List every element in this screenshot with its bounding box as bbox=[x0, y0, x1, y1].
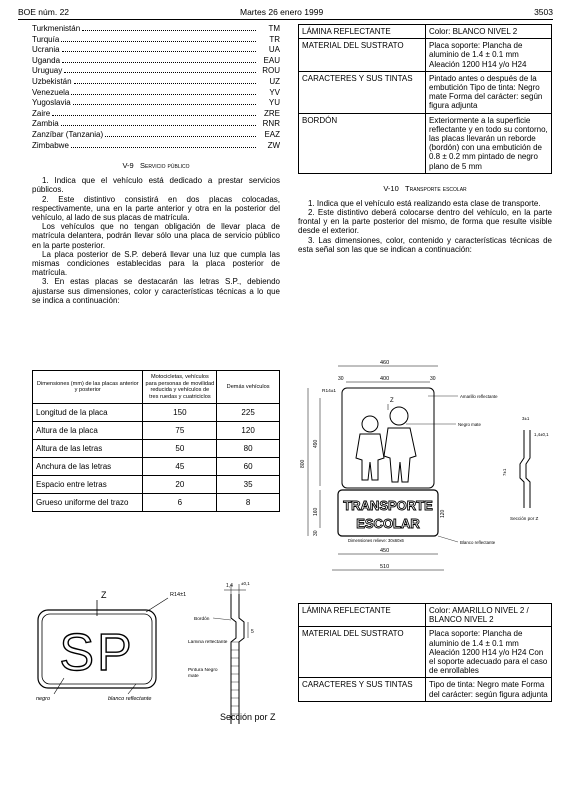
dim-30a: 30 bbox=[338, 376, 344, 382]
dim-800: 800 bbox=[300, 459, 306, 468]
z-mark: Z bbox=[101, 590, 107, 600]
children-pictogram bbox=[356, 407, 416, 482]
paragraph: 1. Indica que el vehículo está realizando esta clase de transporte. bbox=[308, 198, 541, 208]
dim-510: 510 bbox=[380, 564, 390, 570]
dim-tolerance: ±0,1 bbox=[241, 581, 250, 586]
country-item bbox=[32, 119, 280, 130]
materials-table-v9 bbox=[298, 24, 552, 174]
pintura-label-wrap bbox=[188, 668, 228, 692]
header-date: Martes 26 enero 1999 bbox=[240, 7, 324, 17]
paragraph: La placa posterior de S.P. deberá llevar una luz que cumpla las mismas condiciones establecidas para la placa posterior de matrícula. bbox=[32, 249, 280, 278]
row-label: Grueso uniforme del trazo bbox=[33, 494, 143, 512]
relieve-label: Dimensiones relieve: 30x60x6 bbox=[348, 538, 404, 543]
table-row bbox=[299, 627, 552, 678]
material-value: Exteriormente a la superficie reflectante y en todo su contorno, las placas llevarán un reborde (bordón) con una embutición de 0.8 ± 0.2 mm pintado de negro plano de 5 mm bbox=[426, 113, 552, 173]
country-item bbox=[32, 66, 280, 77]
transporte-text: TRANSPORTE bbox=[343, 498, 433, 513]
materials-table-v10-wrap bbox=[298, 603, 552, 702]
blanco-label: Blanco reflectante bbox=[460, 540, 496, 545]
child-body bbox=[384, 428, 416, 482]
section-profile bbox=[520, 430, 524, 508]
radius-label: R14±1 bbox=[322, 389, 337, 394]
leader-dots bbox=[64, 72, 256, 73]
dim-7x1-label: 7±1 bbox=[502, 468, 507, 476]
header-issue: BOE núm. 22 bbox=[18, 7, 70, 17]
country-name: Yugoslavia bbox=[32, 98, 71, 108]
right-column bbox=[298, 24, 552, 254]
section-name: Transporte escolar bbox=[405, 183, 467, 193]
material-label: CARACTERES Y SUS TINTAS bbox=[299, 678, 426, 701]
sp-letters: SP bbox=[59, 624, 135, 682]
dim-side-label: 5 bbox=[251, 629, 254, 635]
amarillo-label: Amarillo reflectante bbox=[460, 394, 498, 399]
dim-3x1-label: 3±1 bbox=[522, 416, 530, 421]
country-code: RNR bbox=[262, 119, 280, 129]
borde-leader bbox=[213, 618, 231, 620]
z-mark: Z bbox=[390, 398, 394, 404]
paragraph: 2. Este distintivo consistirá en dos placas colocadas, respectivamente, una en la parte anterior y otra en la posterior del vehículo, al lado de sus placas de matrícula. bbox=[32, 194, 280, 222]
country-item bbox=[32, 98, 280, 109]
sp-plate-figure bbox=[28, 580, 290, 730]
country-code: TR bbox=[269, 34, 280, 44]
materials-table-v10 bbox=[298, 603, 552, 702]
child-body bbox=[356, 434, 384, 480]
column-header: Dimensiones (mm) de las placas anterior y posterior bbox=[33, 371, 143, 404]
value-moto: 50 bbox=[143, 440, 217, 458]
lamina-label-wrap bbox=[188, 640, 228, 664]
leader-dots bbox=[52, 115, 256, 116]
v9-body bbox=[32, 176, 280, 305]
material-label: LÁMINA REFLECTANTE bbox=[299, 604, 426, 627]
negro-label: Negro mate bbox=[458, 422, 481, 427]
paragraph: 2. Este distintivo deberá colocarse dentro del vehículo, en la parte frontal y en la parte posterior del mismo, de forma que resulte visible desde el exterior. bbox=[298, 208, 552, 236]
country-code: ZRE bbox=[264, 108, 280, 118]
country-item bbox=[32, 45, 280, 56]
table-row bbox=[299, 25, 552, 39]
leader-dots bbox=[61, 41, 256, 42]
section-title-v10 bbox=[298, 184, 552, 193]
table-row bbox=[299, 113, 552, 173]
header-rule bbox=[18, 19, 553, 20]
child-head bbox=[362, 416, 378, 432]
leader-dots bbox=[74, 83, 256, 84]
leader-dots bbox=[82, 30, 256, 31]
transporte-escolar-figure bbox=[298, 358, 556, 588]
paragraph: 1. Indica que el vehículo está dedicado a prestar servicios públicos. bbox=[32, 176, 280, 195]
country-code: UA bbox=[268, 45, 280, 55]
country-code: UZ bbox=[269, 76, 280, 86]
value-otros: 35 bbox=[217, 476, 280, 494]
table-header-row bbox=[33, 371, 280, 404]
country-code: YV bbox=[269, 87, 280, 97]
country-item bbox=[32, 141, 280, 152]
leader-dots bbox=[71, 94, 256, 95]
section-name: Servicio público bbox=[140, 161, 190, 171]
blanco-leader bbox=[128, 684, 136, 694]
leader-dots bbox=[62, 51, 256, 52]
row-label: Anchura de las letras bbox=[33, 458, 143, 476]
table-row bbox=[299, 39, 552, 72]
country-name: Zimbabwe bbox=[32, 140, 69, 150]
plate-dimensions-table bbox=[32, 370, 280, 512]
value-moto: 75 bbox=[143, 422, 217, 440]
value-moto: 150 bbox=[143, 404, 217, 422]
country-name: Zanzíbar (Tanzania) bbox=[32, 129, 104, 139]
row-label: Altura de la placa bbox=[33, 422, 143, 440]
negro-label: negro bbox=[36, 696, 51, 702]
table-row bbox=[33, 458, 280, 476]
value-otros: 8 bbox=[217, 494, 280, 512]
section-number: V-9 bbox=[122, 161, 134, 171]
dim-120: 120 bbox=[440, 509, 446, 518]
section-profile bbox=[231, 594, 236, 724]
material-label: MATERIAL DEL SUSTRATO bbox=[299, 627, 426, 678]
section-profile bbox=[526, 430, 530, 508]
country-code: ZW bbox=[267, 140, 280, 150]
material-value: Placa soporte: Plancha de aluminio de 1.4 ± 0.1 mm Aleación 1200 H14 y/o H24 Con el soporte adecuado para el caso de enrollables bbox=[426, 627, 552, 678]
leader-dots bbox=[61, 125, 256, 126]
value-otros: 225 bbox=[217, 404, 280, 422]
v10-body bbox=[298, 199, 552, 254]
left-column bbox=[32, 24, 280, 305]
section-number: V-10 bbox=[383, 183, 399, 193]
value-moto: 45 bbox=[143, 458, 217, 476]
table-row bbox=[33, 476, 280, 494]
borde-label: Bordón bbox=[194, 617, 210, 622]
leader-dots bbox=[71, 147, 256, 148]
section-label: Sección por Z bbox=[220, 712, 276, 722]
value-moto: 6 bbox=[143, 494, 217, 512]
column-header: Demás vehículos bbox=[217, 371, 280, 404]
dim-160: 160 bbox=[313, 507, 319, 516]
leader-dots bbox=[105, 136, 256, 137]
country-item bbox=[32, 130, 280, 141]
country-name: Venezuela bbox=[32, 87, 70, 97]
radius-leader bbox=[146, 598, 168, 612]
material-value: Color: AMARILLO NIVEL 2 / BLANCO NIVEL 2 bbox=[426, 604, 552, 627]
material-value: Color: BLANCO NIVEL 2 bbox=[426, 25, 552, 39]
child-head bbox=[390, 407, 408, 425]
dim-top-label: 1,4 bbox=[226, 583, 233, 589]
material-label: CARACTERES Y SUS TINTAS bbox=[299, 71, 426, 113]
material-value: Placa soporte: Plancha de aluminio de 1.4 ± 0.1 mm Aleación 1200 H14 y/o H24 bbox=[426, 39, 552, 72]
section-hatching bbox=[231, 642, 239, 714]
material-label: BORDÓN bbox=[299, 113, 426, 173]
dim-30b: 30 bbox=[430, 376, 436, 382]
country-code: ROU bbox=[262, 66, 280, 76]
country-name: Zambia bbox=[32, 119, 59, 129]
leader-dots bbox=[73, 104, 256, 105]
country-item bbox=[32, 35, 280, 46]
country-name: Uzbekistán bbox=[32, 76, 72, 86]
dim-side-label: 1,4±0,1 bbox=[534, 432, 549, 437]
dim-460: 460 bbox=[380, 360, 390, 366]
row-label: Longitud de la placa bbox=[33, 404, 143, 422]
country-code: TM bbox=[268, 24, 280, 33]
page-header bbox=[18, 7, 553, 19]
section-profile bbox=[239, 594, 244, 724]
escolar-text: ESCOLAR bbox=[356, 516, 420, 531]
value-otros: 60 bbox=[217, 458, 280, 476]
section-label: Sección por Z bbox=[510, 516, 539, 521]
country-item bbox=[32, 24, 280, 35]
lamina-label: Lámina reflectante bbox=[188, 640, 228, 645]
country-code: YU bbox=[268, 98, 280, 108]
table-row bbox=[299, 71, 552, 113]
country-item bbox=[32, 88, 280, 99]
country-name: Zaire bbox=[32, 108, 51, 118]
value-otros: 120 bbox=[217, 422, 280, 440]
country-item bbox=[32, 56, 280, 67]
country-item bbox=[32, 109, 280, 120]
country-item bbox=[32, 77, 280, 88]
column-header: Motocicletas, vehículos para personas de movilidad reducida y vehículos de tres ruedas y cuatriciclos bbox=[143, 371, 217, 404]
row-label: Altura de las letras bbox=[33, 440, 143, 458]
paragraph: 3. Las dimensiones, color, contenido y características técnicas de esta señal son las que se indican a continuación: bbox=[298, 235, 552, 254]
blanco-label: blanco reflectante bbox=[108, 696, 152, 702]
country-name: Uruguay bbox=[32, 66, 63, 76]
header-page-number: 3503 bbox=[534, 7, 553, 17]
table-row bbox=[33, 422, 280, 440]
value-moto: 20 bbox=[143, 476, 217, 494]
leader-dots bbox=[62, 62, 256, 63]
country-code-list bbox=[32, 24, 280, 151]
material-label: LÁMINA REFLECTANTE bbox=[299, 25, 426, 39]
country-code: EAZ bbox=[264, 129, 280, 139]
country-name: Ucrania bbox=[32, 45, 60, 55]
material-value: Pintado antes o después de la embutición Tipo de tinta: Negro mate Forma del carácter: según figura adjunta bbox=[426, 71, 552, 113]
value-otros: 80 bbox=[217, 440, 280, 458]
radius-label: R14±1 bbox=[170, 592, 187, 598]
material-label: MATERIAL DEL SUSTRATO bbox=[299, 39, 426, 72]
material-value: Tipo de tinta: Negro mate Forma del carácter: según figura adjunta bbox=[426, 678, 552, 701]
paragraph: Los vehículos que no tengan obligación de llevar placa de matrícula delantera, podrán llevar sólo una placa de servicio público en la parte posterior. bbox=[32, 222, 280, 250]
table-row bbox=[33, 440, 280, 458]
country-name: Uganda bbox=[32, 55, 61, 65]
country-name: Turkmenistán bbox=[32, 24, 81, 33]
dim-450: 450 bbox=[380, 548, 390, 554]
dim-30c: 30 bbox=[313, 530, 319, 536]
table-row bbox=[33, 494, 280, 512]
country-code: EAU bbox=[263, 55, 280, 65]
blanco-leader bbox=[438, 536, 458, 542]
table-row bbox=[299, 604, 552, 627]
paragraph: 3. En estas placas se destacarán las letras S.P., debiendo ajustarse sus dimensiones, color y características técnicas a lo que se indica a continuación: bbox=[32, 277, 280, 305]
section-title-v9 bbox=[32, 161, 280, 170]
table-row bbox=[33, 404, 280, 422]
row-label: Espacio entre letras bbox=[33, 476, 143, 494]
country-name: Turquía bbox=[32, 34, 60, 44]
dim-400: 400 bbox=[380, 376, 390, 382]
dim-490: 490 bbox=[313, 439, 319, 448]
pintura-label: Pintura Negro mate bbox=[188, 668, 218, 679]
table-row bbox=[299, 678, 552, 701]
